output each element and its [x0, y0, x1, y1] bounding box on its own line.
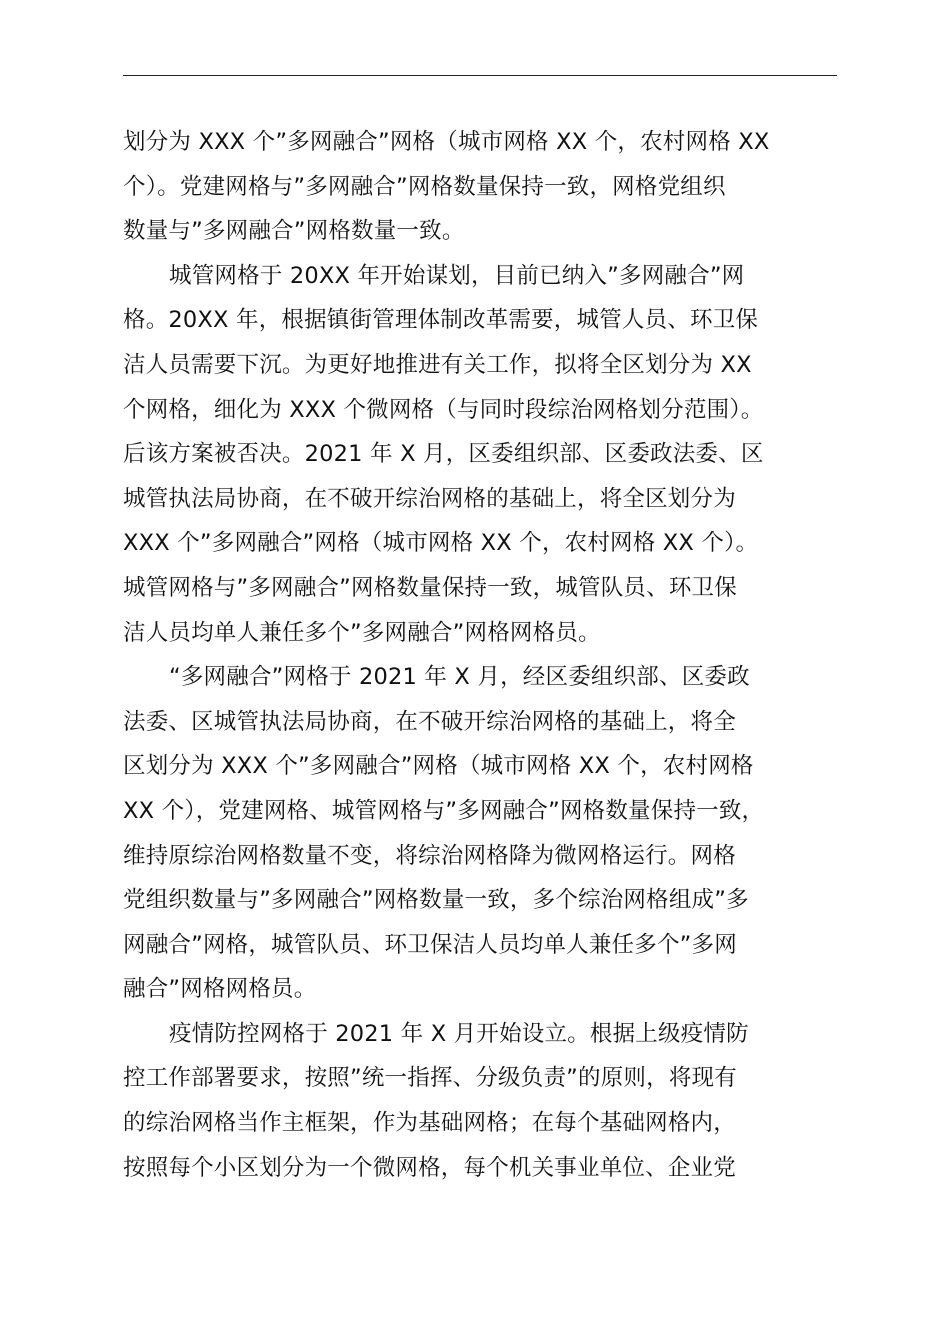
text-line: 区划分为 XXX 个”多网融合”网格（城市网格 XX 个，农村网格 — [123, 753, 754, 780]
text-line: 的综治网格当作主框架，作为基础网格；在每个基础网格内， — [123, 1110, 736, 1137]
text-line: 维持原综治网格数量不变，将综治网格降为微网格运行。网格 — [123, 842, 736, 869]
header-rule — [123, 75, 837, 76]
text-line: 城管网格与”多网融合”网格数量保持一致，城管队员、环卫保 — [123, 574, 737, 601]
text-line: 数量与”多网融合”网格数量一致。 — [123, 218, 465, 245]
paragraph-start-line: “多网融合”网格于 2021 年 X 月，经区委组织部、区委政 — [169, 664, 750, 691]
text-line: 洁人员均单人兼任多个”多网融合”网格网格员。 — [123, 619, 601, 646]
text-line: 党组织数量与”多网融合”网格数量一致，多个综治网格组成”多 — [123, 887, 749, 914]
paragraph-start-line: 疫情防控网格于 2021 年 X 月开始设立。根据上级疫情防 — [169, 1020, 749, 1047]
text-line: 个网格，细化为 XXX 个微网格（与同时段综治网格划分范围）。 — [123, 396, 764, 423]
text-line: XXX 个”多网融合”网格（城市网格 XX 个，农村网格 XX 个）。 — [123, 530, 759, 557]
text-line: 洁人员需要下沉。为更好地推进有关工作，拟将全区划分为 XX — [123, 351, 752, 378]
text-line: 个）。党建网格与”多网融合”网格数量保持一致，网格党组织 — [123, 173, 726, 200]
text-line: 法委、区城管执法局协商，在不破开综治网格的基础上，将全 — [123, 708, 736, 735]
text-line: 后该方案被否决。2021 年 X 月，区委组织部、区委政法委、区 — [123, 441, 764, 468]
text-line: 网融合”网格，城管队员、环卫保洁人员均单人兼任多个”多网 — [123, 931, 737, 958]
text-line: 按照每个小区划分为一个微网格，每个机关事业单位、企业党 — [123, 1154, 736, 1181]
paragraph-start-line: 城管网格于 20XX 年开始谋划，目前已纳入”多网融合”网 — [169, 262, 745, 289]
text-line: 融合”网格网格员。 — [123, 976, 317, 1003]
text-line: 控工作部署要求，按照”统一指挥、分级负责”的原则，将现有 — [123, 1065, 737, 1092]
text-line: XX 个），党建网格、城管网格与”多网融合”网格数量保持一致， — [123, 797, 765, 824]
text-line: 格。20XX 年，根据镇街管理体制改革需要，城管人员、环卫保 — [123, 307, 759, 334]
text-line: 划分为 XXX 个”多网融合”网格（城市网格 XX 个，农村网格 XX — [123, 129, 770, 155]
document-body — [123, 120, 863, 1190]
text-line: 城管执法局协商，在不破开综治网格的基础上，将全区划分为 — [123, 485, 736, 512]
